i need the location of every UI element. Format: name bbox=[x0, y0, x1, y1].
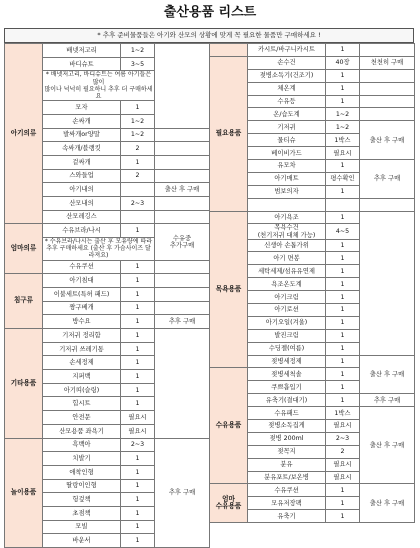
item-cell: 출산 후 구매 bbox=[360, 121, 415, 160]
item-cell: 유모차 bbox=[248, 160, 326, 173]
item-cell: 추후 구매 bbox=[360, 394, 415, 407]
item-cell: 2~3 bbox=[121, 196, 155, 210]
item-cell: 아기로션 bbox=[248, 304, 326, 317]
item-cell: 젖병세정제 bbox=[248, 355, 326, 368]
item-cell: 수유쿠션 bbox=[43, 260, 121, 274]
item-cell: 1박스 bbox=[326, 407, 360, 420]
item-cell: 스와들업 bbox=[43, 169, 121, 183]
item-cell: 발싸개or양말 bbox=[43, 128, 121, 142]
item-cell: 1~2 bbox=[326, 108, 360, 121]
item-cell: 딸랑이인형 bbox=[43, 479, 121, 493]
item-cell: 젖병소독집게 bbox=[248, 420, 326, 433]
item-cell: 1 bbox=[326, 316, 360, 329]
category-cell: 침구류 bbox=[5, 274, 43, 329]
table-row bbox=[5, 44, 210, 58]
item-cell: 1 bbox=[326, 368, 360, 381]
item-cell: 기저귀 bbox=[248, 121, 326, 134]
item-cell: 1 bbox=[326, 510, 360, 523]
item-cell bbox=[360, 82, 415, 95]
item-cell: 1 bbox=[121, 465, 155, 479]
item-cell: 필요시 bbox=[121, 424, 155, 438]
item-cell: 1 bbox=[326, 394, 360, 407]
item-cell: 필요시 bbox=[326, 420, 360, 433]
item-cell: 짱구베개 bbox=[43, 301, 121, 315]
item-cell: 3~5 bbox=[121, 57, 155, 71]
item-cell: 안전문 bbox=[43, 411, 121, 425]
item-cell: 손세정제 bbox=[43, 356, 121, 370]
item-cell: 2 bbox=[121, 142, 155, 156]
item-cell bbox=[326, 198, 360, 211]
item-cell: 필요시 bbox=[121, 411, 155, 425]
item-cell bbox=[155, 44, 210, 129]
item-cell: 수유패드 bbox=[248, 407, 326, 420]
item-cell: 1 bbox=[121, 329, 155, 343]
category-cell: 엄마의류 bbox=[5, 224, 43, 274]
item-cell: 1 bbox=[326, 278, 360, 291]
item-cell: 체온계 bbox=[248, 82, 326, 95]
item-cell: 1박스 bbox=[326, 134, 360, 147]
item-cell: 수유중 추가구매 bbox=[155, 224, 210, 260]
category-cell: 아기의류 bbox=[5, 44, 43, 224]
item-cell: 1 bbox=[121, 260, 155, 274]
item-cell: 출산 후 구매 bbox=[360, 355, 415, 394]
item-cell bbox=[155, 329, 210, 439]
item-cell: 힙시트 bbox=[43, 397, 121, 411]
item-cell: 산모내의 bbox=[43, 196, 121, 210]
item-cell: 분유 bbox=[248, 458, 326, 471]
table-row bbox=[210, 484, 415, 497]
item-cell: 바디슈트 bbox=[43, 57, 121, 71]
item-cell: 아기욕조 bbox=[248, 211, 326, 224]
table-row bbox=[210, 211, 415, 224]
item-cell: 2~3 bbox=[121, 438, 155, 452]
item-cell: 유축기 bbox=[248, 510, 326, 523]
item-cell bbox=[155, 142, 210, 156]
item-cell: 출산 후 구매 bbox=[360, 407, 415, 484]
item-cell: 산모용품 좌욕기 bbox=[43, 424, 121, 438]
item-cell: 젖꼭지 bbox=[248, 445, 326, 458]
item-cell: 1 bbox=[121, 493, 155, 507]
item-cell: 아기띠(슬링) bbox=[43, 383, 121, 397]
note-cell: * 수유브라/나시는 출산 후 모유량에 따라 추후 구매하세요 (출산 후 가슴사이즈 달라져요) bbox=[43, 238, 155, 261]
item-cell: 1~2 bbox=[121, 128, 155, 142]
item-cell: 1 bbox=[121, 224, 155, 238]
item-cell: 베이비가드 bbox=[248, 147, 326, 160]
item-cell: 세탁세제/섬유유연제 bbox=[248, 265, 326, 278]
item-cell: 온/습도계 bbox=[248, 108, 326, 121]
category-cell: 목욕용품 bbox=[210, 211, 248, 368]
item-cell: 모자 bbox=[43, 101, 121, 115]
item-cell bbox=[360, 44, 415, 57]
item-cell: 1 bbox=[121, 356, 155, 370]
item-cell bbox=[155, 169, 210, 183]
item-cell: 출산 후 구매 bbox=[360, 484, 415, 523]
item-cell: 1 bbox=[326, 329, 360, 342]
table-row bbox=[210, 44, 415, 57]
item-cell: 1 bbox=[121, 301, 155, 315]
item-cell: 유축기(결대기) bbox=[248, 394, 326, 407]
category-cell: 엄마 수유용품 bbox=[210, 484, 248, 523]
item-cell: 배넷저고리 bbox=[43, 44, 121, 58]
category-cell bbox=[210, 44, 248, 57]
item-cell bbox=[360, 95, 415, 108]
item-cell bbox=[155, 274, 210, 288]
item-cell: 1 bbox=[121, 534, 155, 548]
category-cell: 놀이용품 bbox=[5, 438, 43, 548]
category-cell: 수유용품 bbox=[210, 368, 248, 484]
left-checklist-table bbox=[4, 43, 210, 548]
item-cell: 추후 구매 bbox=[155, 438, 210, 548]
item-cell: 초점책 bbox=[43, 506, 121, 520]
item-cell: 모유저장팩 bbox=[248, 497, 326, 510]
item-cell: 헝겊책 bbox=[43, 493, 121, 507]
item-cell: 젖병 200ml bbox=[248, 432, 326, 445]
item-cell: 애착인형 bbox=[43, 465, 121, 479]
item-cell: 1~2 bbox=[121, 114, 155, 128]
table-row bbox=[5, 224, 210, 238]
item-cell bbox=[360, 69, 415, 82]
item-cell bbox=[155, 287, 210, 301]
table-row bbox=[5, 274, 210, 288]
item-cell: 1~2 bbox=[326, 121, 360, 134]
item-cell: 1 bbox=[121, 452, 155, 466]
item-cell: 바운서 bbox=[43, 534, 121, 548]
item-cell: 욕조온도계 bbox=[248, 278, 326, 291]
item-cell bbox=[155, 128, 210, 142]
item-cell: 1 bbox=[326, 95, 360, 108]
item-cell: 이불세트(특허 패드) bbox=[43, 287, 121, 301]
item-cell bbox=[155, 260, 210, 274]
item-cell: 1 bbox=[121, 287, 155, 301]
item-cell: 필요시 bbox=[326, 458, 360, 471]
item-cell: 추후 구매 bbox=[155, 315, 210, 329]
note-cell: * 배넷저고리, 바디슈트는 여름 아기들은 많이 많이나 넉넉히 필요하니 추후 더 구매하세요 bbox=[44, 71, 153, 100]
page-title: 출산용품 리스트 bbox=[163, 5, 257, 20]
item-cell: 손수건 bbox=[248, 56, 326, 69]
item-cell: 아기내의 bbox=[43, 183, 121, 197]
item-cell: 1 bbox=[121, 506, 155, 520]
item-cell: 출산 후 구매 bbox=[155, 183, 210, 197]
table-row bbox=[210, 56, 415, 69]
item-cell: 1 bbox=[121, 520, 155, 534]
item-cell bbox=[155, 301, 210, 315]
item-cell: 40장 bbox=[326, 56, 360, 69]
item-cell: 1 bbox=[326, 69, 360, 82]
item-cell: 1 bbox=[326, 160, 360, 173]
item-cell: 1 bbox=[121, 397, 155, 411]
item-cell: 아기침대 bbox=[43, 274, 121, 288]
item-cell: 기저귀 정리함 bbox=[43, 329, 121, 343]
item-cell: 지퍼백 bbox=[43, 370, 121, 384]
item-cell: 1 bbox=[326, 355, 360, 368]
item-cell bbox=[248, 198, 326, 211]
table-row bbox=[5, 438, 210, 452]
item-cell: 수유쿠션 bbox=[248, 484, 326, 497]
item-cell: 범보의자 bbox=[248, 185, 326, 198]
item-cell: 1 bbox=[326, 497, 360, 510]
item-cell: 신생아 손톱가위 bbox=[248, 239, 326, 252]
item-cell: 1 bbox=[326, 484, 360, 497]
item-cell: 1 bbox=[326, 185, 360, 198]
notice-banner: * 추후 준비물품들은 아기와 산모의 상황에 맞게 꼭 필요한 물품만 구매하세요 ! bbox=[4, 28, 414, 43]
item-cell: 산모레깅스 bbox=[43, 210, 121, 224]
item-cell: 발진크림 bbox=[248, 329, 326, 342]
item-cell: 겉싸개 bbox=[43, 155, 121, 169]
item-cell: 필요시 bbox=[326, 471, 360, 484]
item-cell: 1 bbox=[326, 239, 360, 252]
item-cell: 2 bbox=[326, 445, 360, 458]
item-cell: 수딩젤(여름) bbox=[248, 342, 326, 355]
item-cell: 속싸개/블랭킷 bbox=[43, 142, 121, 156]
item-cell: 1~2 bbox=[121, 44, 155, 58]
item-cell: 손싸개 bbox=[43, 114, 121, 128]
item-cell: 카시트/바구니카시트 bbox=[248, 44, 326, 57]
item-cell: 기저귀 쓰레기통 bbox=[43, 342, 121, 356]
item-cell: 젖병세척솔 bbox=[248, 368, 326, 381]
item-cell bbox=[121, 210, 155, 224]
item-cell: 수유브라/나시 bbox=[43, 224, 121, 238]
item-cell: 1 bbox=[326, 252, 360, 265]
item-cell bbox=[360, 108, 415, 121]
item-cell bbox=[360, 198, 415, 211]
item-cell: 쿠쁘흡입기 bbox=[248, 381, 326, 394]
item-cell: 1 bbox=[121, 155, 155, 169]
item-cell: 4~5 bbox=[326, 224, 360, 239]
item-cell: 추후 구매 bbox=[360, 160, 415, 199]
item-cell: 1 bbox=[326, 265, 360, 278]
item-cell: 1 bbox=[326, 291, 360, 304]
item-cell: 방수요 bbox=[43, 315, 121, 329]
item-cell bbox=[155, 155, 210, 169]
item-cell bbox=[360, 211, 415, 355]
item-cell: 아기 면봉 bbox=[248, 252, 326, 265]
right-checklist-table bbox=[209, 43, 415, 523]
item-cell: 평수확인 bbox=[326, 172, 360, 185]
item-cell: 1 bbox=[326, 381, 360, 394]
item-cell: 1 bbox=[121, 315, 155, 329]
item-cell: 젖병소독기(건조기) bbox=[248, 69, 326, 82]
item-cell: 1 bbox=[326, 304, 360, 317]
item-cell: 1 bbox=[121, 383, 155, 397]
item-cell bbox=[155, 196, 210, 210]
item-cell: 모빌 bbox=[43, 520, 121, 534]
item-cell: 1 bbox=[326, 342, 360, 355]
item-cell: 목욕수건 (천기저귀 대체 가능) bbox=[248, 224, 326, 239]
item-cell: 필요시 bbox=[326, 147, 360, 160]
item-cell: 1 bbox=[121, 479, 155, 493]
item-cell bbox=[155, 210, 210, 224]
item-cell: 1 bbox=[326, 44, 360, 57]
category-cell: 기타용품 bbox=[5, 329, 43, 439]
item-cell: 아기매트 bbox=[248, 172, 326, 185]
item-cell: 2~3 bbox=[326, 432, 360, 445]
item-cell: 1 bbox=[121, 101, 155, 115]
item-cell: 1 bbox=[121, 342, 155, 356]
item-cell: 아기오일(겨울) bbox=[248, 316, 326, 329]
item-cell: 1 bbox=[121, 370, 155, 384]
item-cell: 2 bbox=[121, 169, 155, 183]
category-cell: 필요용품 bbox=[210, 56, 248, 211]
item-cell: 1 bbox=[326, 82, 360, 95]
table-row bbox=[5, 329, 210, 343]
item-cell: 치발기 bbox=[43, 452, 121, 466]
item-cell: 천천히 구매 bbox=[360, 56, 415, 69]
item-cell: 1 bbox=[326, 211, 360, 224]
item-cell bbox=[121, 183, 155, 197]
item-cell: 흑백아 bbox=[43, 438, 121, 452]
item-cell: 분유포트/보온병 bbox=[248, 471, 326, 484]
item-cell: 수유등 bbox=[248, 95, 326, 108]
item-cell: 1 bbox=[121, 274, 155, 288]
item-cell: 물티슈 bbox=[248, 134, 326, 147]
item-cell: 아기크림 bbox=[248, 291, 326, 304]
